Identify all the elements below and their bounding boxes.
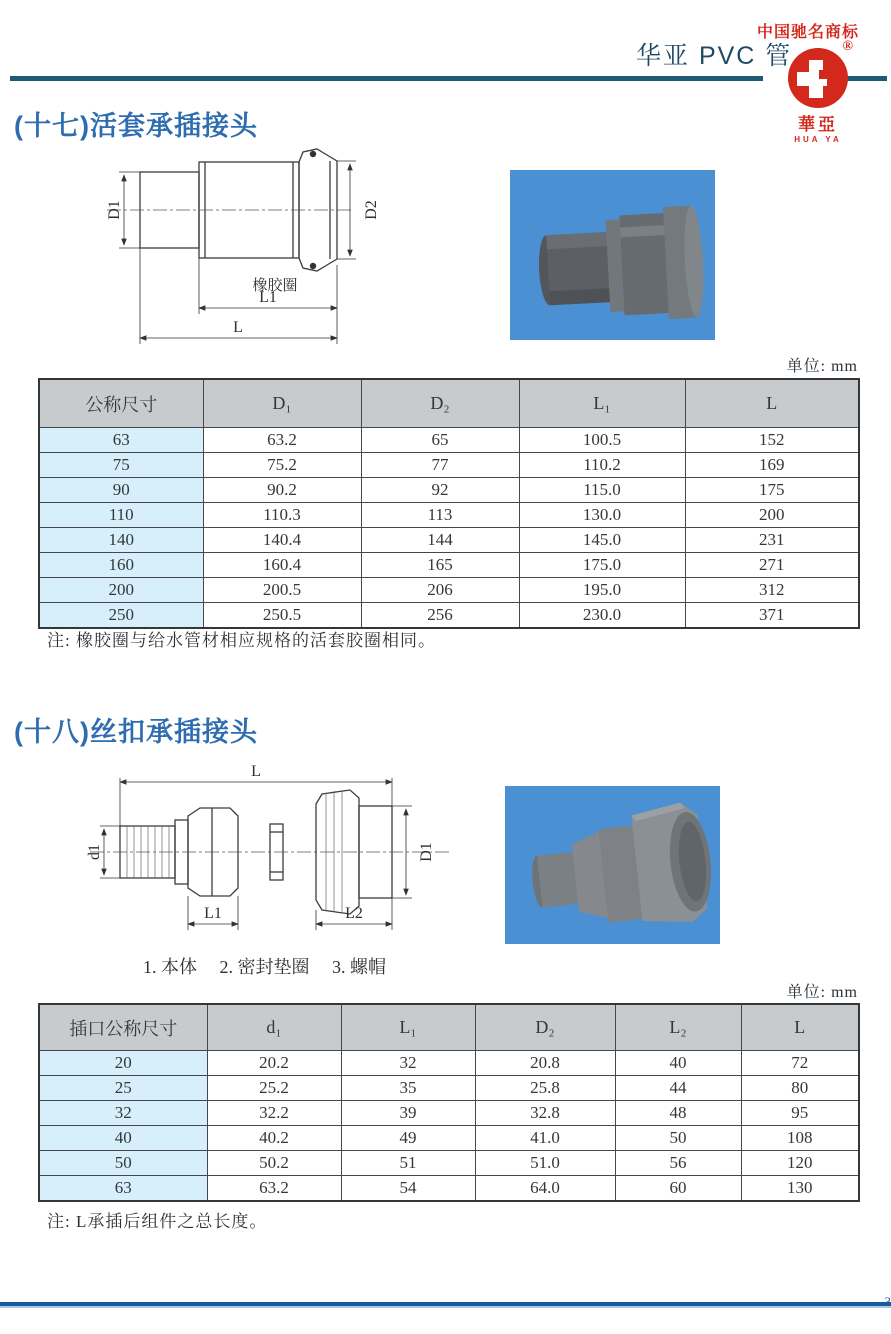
- table-row: [39, 1151, 859, 1176]
- table-cell: 25.8: [475, 1076, 615, 1101]
- trademark-text: 中国驰名商标: [756, 24, 859, 41]
- table-row: [39, 428, 859, 453]
- table-cell: 113: [361, 503, 519, 528]
- table-cell: 40: [615, 1051, 741, 1076]
- table-cell: 64.0: [475, 1176, 615, 1202]
- table-cell: 195.0: [519, 578, 685, 603]
- footnote-2: 注: L承插后组件之总长度。: [47, 1212, 268, 1231]
- table-cell: 169: [685, 453, 859, 478]
- table-cell: 256: [361, 603, 519, 629]
- dim-label-d1-upper: D1: [418, 842, 435, 862]
- table-cell: 144: [361, 528, 519, 553]
- column-header: 公称尺寸: [39, 379, 203, 428]
- header-rule: [10, 76, 763, 81]
- table-cell: 371: [685, 603, 859, 629]
- table-cell: 250.5: [203, 603, 361, 629]
- table-cell: 72: [741, 1051, 859, 1076]
- table-cell: 115.0: [519, 478, 685, 503]
- table-cell: 90: [39, 478, 203, 503]
- table-row: [39, 1051, 859, 1076]
- registered-mark: ®: [842, 39, 853, 54]
- table-cell: 75.2: [203, 453, 361, 478]
- section18-product-photo: [505, 786, 720, 944]
- column-header: L₂: [615, 1004, 741, 1051]
- table-cell: 160.4: [203, 553, 361, 578]
- header-row: [39, 379, 859, 428]
- table-cell: 145.0: [519, 528, 685, 553]
- table-cell: 92: [361, 478, 519, 503]
- table-cell: 200: [39, 578, 203, 603]
- table-cell: 63: [39, 428, 203, 453]
- table-cell: 32.8: [475, 1101, 615, 1126]
- dim-label-d1-lower: d1: [86, 844, 103, 860]
- column-header: L₁: [341, 1004, 475, 1051]
- section18-title: (十八)丝扣承插接头: [14, 717, 258, 747]
- table-cell: 271: [685, 553, 859, 578]
- table-cell: 200: [685, 503, 859, 528]
- table-cell: 200.5: [203, 578, 361, 603]
- unit-label-1: 单位: mm: [786, 358, 858, 375]
- table-cell: 35: [341, 1076, 475, 1101]
- rubber-ring-bottom: [310, 263, 316, 269]
- section17-technical-drawing: [92, 148, 382, 353]
- table-cell: 75: [39, 453, 203, 478]
- table-cell: 50: [39, 1151, 207, 1176]
- logo-cn-text: 華亞: [798, 115, 838, 134]
- brand-logo: [770, 39, 866, 144]
- table-cell: 60: [615, 1176, 741, 1202]
- table-cell: 32: [341, 1051, 475, 1076]
- table-row: [39, 1076, 859, 1101]
- coupling-outline: [140, 149, 337, 271]
- table-cell: 110.3: [203, 503, 361, 528]
- table-cell: 40.2: [207, 1126, 341, 1151]
- column-header: L: [741, 1004, 859, 1051]
- dim-label-l1: L1: [204, 905, 222, 922]
- dim-label-d2: D2: [363, 200, 380, 220]
- table-cell: 63: [39, 1176, 207, 1202]
- table-cell: 140: [39, 528, 203, 553]
- table-cell: 250: [39, 603, 203, 629]
- table-threaded-adaptor: [38, 1003, 860, 1202]
- table-cell: 120: [741, 1151, 859, 1176]
- table-cell: 48: [615, 1101, 741, 1126]
- table-cell: 49: [341, 1126, 475, 1151]
- table-cell: 231: [685, 528, 859, 553]
- table-cell: 65: [361, 428, 519, 453]
- table-cell: 175.0: [519, 553, 685, 578]
- dimension-lines: [100, 778, 412, 930]
- table-row: [39, 578, 859, 603]
- column-header: D₂: [475, 1004, 615, 1051]
- table-cell: 50.2: [207, 1151, 341, 1176]
- table-cell: 130: [741, 1176, 859, 1202]
- footer-rule-light: [0, 1306, 891, 1308]
- table-socket-coupling: [38, 378, 860, 629]
- dim-label-l1: L1: [259, 289, 277, 306]
- parts-caption: 1. 本体 2. 密封垫圈 3. 螺帽: [143, 957, 386, 977]
- table-cell: 32: [39, 1101, 207, 1126]
- column-header: D₂: [361, 379, 519, 428]
- table-cell: 110: [39, 503, 203, 528]
- table-row: [39, 1101, 859, 1126]
- unit-label-2: 单位: mm: [786, 984, 858, 1001]
- header-row: [39, 1004, 859, 1051]
- table-cell: 160: [39, 553, 203, 578]
- table-cell: 20: [39, 1051, 207, 1076]
- table-cell: 50: [615, 1126, 741, 1151]
- table-cell: 51: [341, 1151, 475, 1176]
- huaya-logo-icon: [787, 47, 849, 109]
- column-header: 插口公称尺寸: [39, 1004, 207, 1051]
- page-number: 3: [884, 1294, 891, 1309]
- table-cell: 51.0: [475, 1151, 615, 1176]
- rubber-ring-top: [310, 151, 316, 157]
- table-cell: 40: [39, 1126, 207, 1151]
- table-row: [39, 1126, 859, 1151]
- table-row: [39, 603, 859, 629]
- table-cell: 63.2: [203, 428, 361, 453]
- table-cell: 130.0: [519, 503, 685, 528]
- table-cell: 39: [341, 1101, 475, 1126]
- table-cell: 63.2: [207, 1176, 341, 1202]
- table-row: [39, 453, 859, 478]
- table-cell: 80: [741, 1076, 859, 1101]
- column-header: L₁: [519, 379, 685, 428]
- table-cell: 32.2: [207, 1101, 341, 1126]
- table-cell: 100.5: [519, 428, 685, 453]
- table-row: [39, 503, 859, 528]
- section17-title: (十七)活套承插接头: [14, 111, 258, 141]
- dim-label-l: L: [233, 319, 243, 336]
- dim-label-l2: L2: [345, 905, 363, 922]
- column-header: d₁: [207, 1004, 341, 1051]
- table-cell: 90.2: [203, 478, 361, 503]
- table-cell: 77: [361, 453, 519, 478]
- table-cell: 230.0: [519, 603, 685, 629]
- table-cell: 312: [685, 578, 859, 603]
- table-cell: 56: [615, 1151, 741, 1176]
- dim-label-d1: D1: [106, 200, 123, 220]
- page-title: 华亚 PVC 管: [636, 42, 793, 70]
- table-cell: 25: [39, 1076, 207, 1101]
- footnote-1: 注: 橡胶圈与给水管材相应规格的活套胶圈相同。: [47, 631, 436, 650]
- column-header: L: [685, 379, 859, 428]
- table-row: [39, 528, 859, 553]
- table-cell: 152: [685, 428, 859, 453]
- section18-technical-drawing: [60, 760, 470, 960]
- dimension-lines: [119, 161, 356, 344]
- table-cell: 54: [341, 1176, 475, 1202]
- section17-product-photo: [510, 170, 715, 340]
- knurl-ribs: [326, 790, 342, 913]
- table-cell: 108: [741, 1126, 859, 1151]
- table-cell: 175: [685, 478, 859, 503]
- logo-en-text: HUA YA: [794, 135, 842, 144]
- table-cell: 95: [741, 1101, 859, 1126]
- table-row: [39, 1176, 859, 1202]
- table-row: [39, 553, 859, 578]
- column-header: D₁: [203, 379, 361, 428]
- rubber-ring-label: 橡胶圈: [252, 278, 298, 294]
- table-cell: 20.2: [207, 1051, 341, 1076]
- table-cell: 110.2: [519, 453, 685, 478]
- table-cell: 20.8: [475, 1051, 615, 1076]
- table-cell: 41.0: [475, 1126, 615, 1151]
- table-row: [39, 478, 859, 503]
- dim-label-l: L: [251, 763, 261, 780]
- table-cell: 140.4: [203, 528, 361, 553]
- table-cell: 206: [361, 578, 519, 603]
- table-cell: 44: [615, 1076, 741, 1101]
- table-cell: 165: [361, 553, 519, 578]
- table-cell: 25.2: [207, 1076, 341, 1101]
